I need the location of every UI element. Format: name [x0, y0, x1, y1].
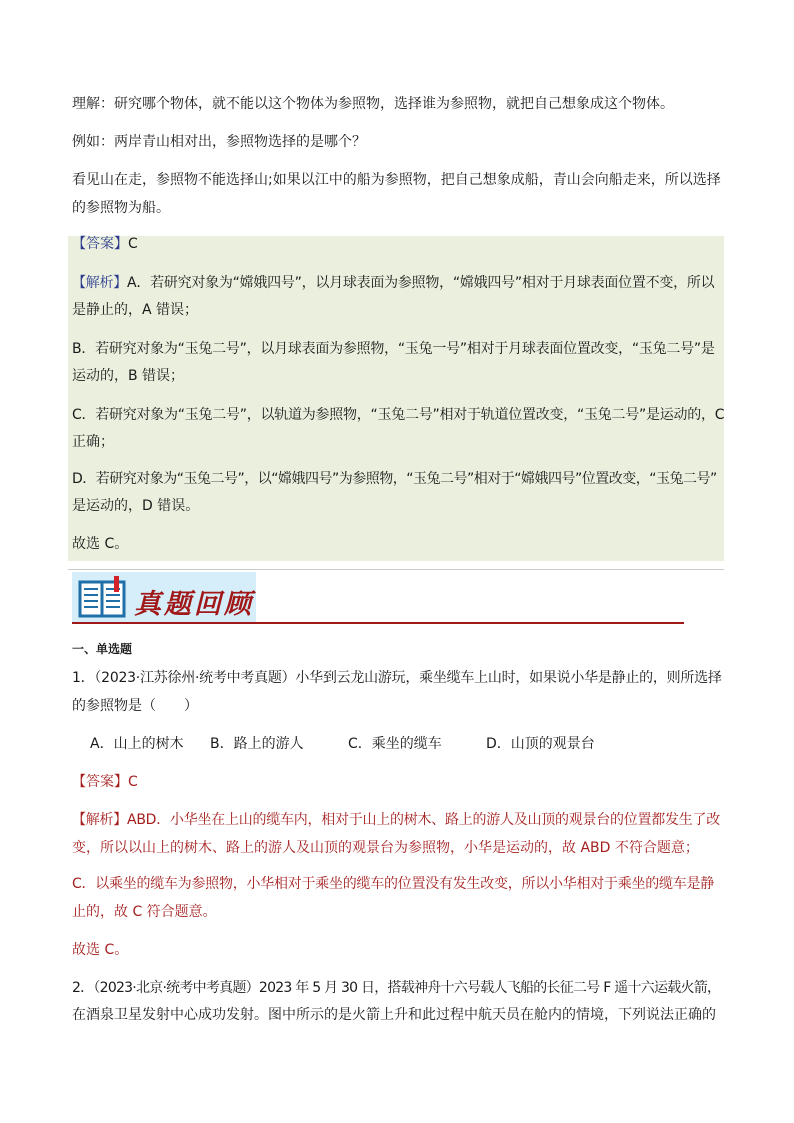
q2-stem-line-1: 2．（2023·北京·统考中考真题）2023 年 5 月 30 日，搭载神舟十六号载人飞船的长征二号 F 遥十六运载火箭，: [72, 980, 721, 996]
section-heading: 一、单选题: [72, 642, 133, 656]
q1-answer-value: C: [128, 774, 138, 790]
q1-analysis-line-2: 变，所以以山上的树木、路上的游人及山顶的观景台为参照物，小华是运动的，故 ABD 不符合题意；: [72, 840, 699, 856]
q1-option-b: B．路上的游人: [210, 736, 304, 752]
analysis-line-d1: D．若研究对象为“玉兔二号”，以“嫦娥四号”为参照物，“玉兔二号”相对于“嫦娥四号”位置改变，“玉兔二号”: [72, 471, 717, 487]
q1-analysis-line-4: 止的，故 C 符合题意。: [72, 904, 217, 920]
intro-line-3: 看见山在走，参照物不能选择山;如果以江中的船为参照物，把自己想象成船，青山会向船走来，所以选择: [72, 172, 721, 188]
analysis-line-c1: C．若研究对象为“玉兔二号”，以轨道为参照物，“玉兔二号”相对于轨道位置改变，“玉兔二号”是运动的，C: [72, 407, 725, 423]
q1-stem-line-2: 的参照物是（ ）: [72, 698, 198, 714]
q1-option-c: C．乘坐的缆车: [348, 736, 442, 752]
analysis-line-d2: 是运动的，D 错误。: [72, 498, 200, 514]
analysis-tag: 【解析】: [72, 275, 127, 291]
answer-line: [72, 234, 724, 254]
q1-option-d: D．山顶的观景台: [486, 736, 595, 752]
analysis-line-a2: 是静止的，A 错误；: [72, 302, 199, 318]
q1-analysis-a-text: ABD．小华坐在上山的缆车内，相对于山上的树木、路上的游人及山顶的观景台的位置都发生了改: [127, 812, 720, 828]
q1-analysis-line-3: C．以乘坐的缆车为参照物，小华相对于乘坐的缆车的位置没有发生改变，所以小华相对于乘坐的缆车是静: [72, 876, 715, 892]
answer-value: C: [128, 236, 138, 252]
intro-line-4: 的参照物为船。: [72, 200, 170, 216]
analysis-line-b2: 运动的，B 错误；: [72, 368, 185, 384]
intro-line-1: 理解：研究哪个物体，就不能以这个物体为参照物，选择谁为参照物，就把自己想象成这个物体。: [72, 96, 674, 112]
q1-stem-line-1: 1．（2023·江苏徐州·统考中考真题）小华到云龙山游玩，乘坐缆车上山时，如果说小华是静止的，则所选择: [72, 670, 722, 686]
analysis-a-text: A．若研究对象为“嫦娥四号”，以月球表面为参照物，“嫦娥四号”相对于月球表面位置不变，所以: [127, 275, 715, 291]
answer-tag: 【答案】: [72, 236, 128, 252]
q1-analysis-tag: 【解析】: [72, 812, 127, 828]
q1-option-a: A．山上的树木: [90, 736, 184, 752]
intro-line-2: 例如：两岸青山相对出，参照物选择的是哪个？: [72, 134, 366, 150]
open-book-icon: [78, 576, 126, 624]
q1-answer-line: [72, 772, 724, 792]
section-banner-title: 真题回顾: [134, 589, 254, 620]
q1-analysis-line-1: [72, 810, 724, 830]
banner-underline: [72, 622, 684, 624]
q1-answer-tag: 【答案】: [72, 774, 128, 790]
q1-conclusion: 故选 C。: [72, 942, 129, 958]
analysis-line-b1: B．若研究对象为“玉兔二号”，以月球表面为参照物，“玉兔一号”相对于月球表面位置改变，“玉兔二号”是: [72, 341, 715, 357]
analysis-line-a1: [72, 273, 724, 293]
analysis-line-c2: 正确；: [72, 434, 114, 450]
q2-stem-line-2: 在酒泉卫星发射中心成功发射。图中所示的是火箭上升和此过程中航天员在舱内的情境，下列说法正确的: [72, 1007, 716, 1023]
analysis-conclusion: 故选 C。: [72, 536, 129, 552]
section-divider: [68, 569, 724, 570]
